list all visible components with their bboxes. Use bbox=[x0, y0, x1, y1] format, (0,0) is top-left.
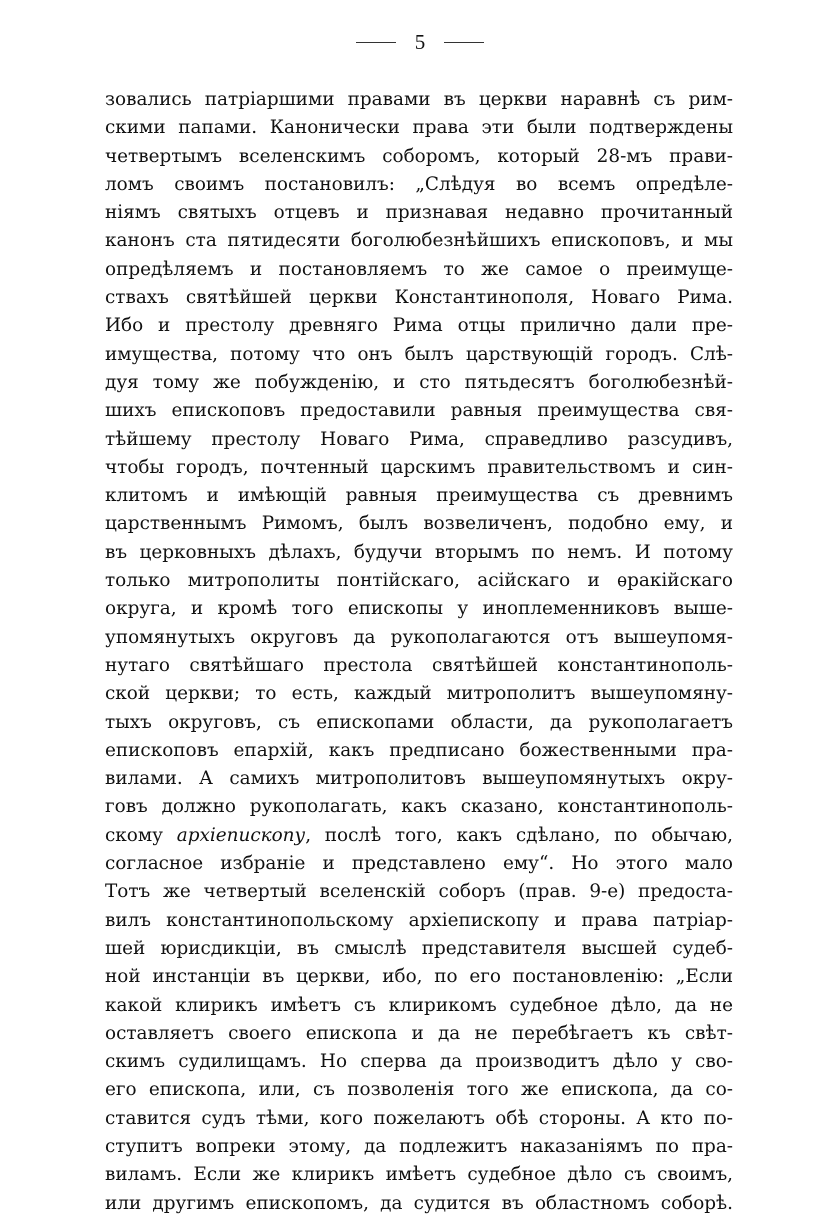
text-line: шихъ епископовъ предоставили равныя преимущества свя- bbox=[105, 400, 733, 422]
header-rule-left bbox=[356, 42, 396, 43]
italic-term: архіепископу bbox=[176, 824, 306, 846]
text-line: епископовъ епархій, какъ предписано божественными пра- bbox=[105, 739, 733, 761]
text-line: въ церковныхъ дѣлахъ, будучи вторымъ по немъ. И потому bbox=[105, 541, 733, 563]
text-line: нутаго святѣйшаго престола святѣйшей константинополь- bbox=[105, 654, 733, 676]
text-line: ской церкви; то есть, каждый митрополитъ вышеупомяну- bbox=[105, 683, 733, 705]
text-line: ступитъ вопреки этому, да подлежитъ наказаніямъ по пра- bbox=[105, 1135, 733, 1157]
text-line: чтобы городъ, почтенный царскимъ правительствомъ и син- bbox=[105, 456, 733, 478]
text-line: канонъ ста пятидесяти боголюбезнѣйшихъ епископовъ, и мы bbox=[105, 230, 733, 252]
text-segment: скому bbox=[105, 824, 177, 846]
text-line: четвертымъ вселенскимъ соборомъ, который 28-мъ прави- bbox=[105, 145, 733, 167]
text-segment: , послѣ того, какъ сдѣлано, по обычаю, bbox=[305, 824, 734, 846]
text-line: какой клирикъ имѣетъ съ клирикомъ судебное дѣло, да не bbox=[105, 994, 733, 1016]
text-line: имущества, потому что онъ былъ царствующій городъ. Слѣ- bbox=[105, 343, 733, 365]
text-line: ной инстанціи въ церкви, ибо, по его постановленію: „Если bbox=[105, 966, 733, 988]
text-line: вилами. А самихъ митрополитовъ вышеупомянутыхъ окру- bbox=[105, 768, 733, 790]
body-text bbox=[105, 86, 733, 1218]
page-number: 5 bbox=[414, 30, 426, 54]
page-header bbox=[0, 30, 840, 55]
text-line: опредѣляемъ и постановляемъ то же самое о преимуще- bbox=[105, 258, 733, 280]
text-line: клитомъ и имѣющій равныя преимущества съ древнимъ bbox=[105, 485, 733, 507]
text-line: округа, и кромѣ того епископы у иноплеменниковъ выше- bbox=[105, 598, 733, 620]
text-line: царственнымъ Римомъ, былъ возвеличенъ, подобно ему, и bbox=[105, 513, 733, 535]
text-line-with-italic bbox=[105, 822, 733, 850]
text-line: упомянутыхъ округовъ да рукополагаются отъ вышеупомя- bbox=[105, 626, 733, 648]
text-line: ствахъ святѣйшей церкви Константинополя, Новаго Рима. bbox=[105, 287, 733, 309]
text-line: Ибо и престолу древняго Рима отцы прилично дали пре- bbox=[105, 315, 733, 337]
text-line: согласное избраніе и представлено ему“. Но этого мало bbox=[105, 853, 733, 875]
text-line: только митрополиты понтійскаго, асійскаго и ѳракійскаго bbox=[105, 570, 733, 592]
text-line: или другимъ епископомъ, да судится въ областномъ соборѣ. bbox=[105, 1192, 733, 1214]
text-line: ломъ своимъ постановилъ: „Слѣдуя во всемъ опредѣле- bbox=[105, 173, 733, 195]
text-line: говъ должно рукополагать, какъ сказано, константинополь- bbox=[105, 796, 733, 818]
text-line: его епископа, или, съ позволенія того же епископа, да со- bbox=[105, 1079, 733, 1101]
text-line: виламъ. Если же клирикъ имѣетъ судебное дѣло съ своимъ, bbox=[105, 1164, 733, 1186]
text-line: Тотъ же четвертый вселенскій соборъ (прав. 9-е) предоста- bbox=[105, 881, 733, 903]
text-line: ніямъ святыхъ отцевъ и признавая недавно прочитанный bbox=[105, 202, 733, 224]
text-line: оставляетъ своего епископа и да не перебѣгаетъ къ свѣт- bbox=[105, 1022, 733, 1044]
text-line: зовались патріаршими правами въ церкви наравнѣ съ рим- bbox=[105, 89, 733, 110]
text-line: ставится судъ тѣми, кого пожелаютъ обѣ стороны. А кто по- bbox=[105, 1107, 733, 1129]
text-line: скимъ судилищамъ. Но сперва да производитъ дѣло у сво- bbox=[105, 1051, 733, 1073]
text-line: вилъ константинопольскому архіепископу и права патріар- bbox=[105, 909, 733, 931]
text-line: тѣйшему престолу Новаго Рима, справедливо разсудивъ, bbox=[105, 428, 733, 450]
text-line: шей юрисдикціи, въ смыслѣ представителя высшей судеб- bbox=[105, 937, 733, 959]
text-line: тыхъ округовъ, съ епископами области, да рукополагаетъ bbox=[105, 711, 733, 733]
text-line: дуя тому же побужденію, и сто пятьдесятъ боголюбезнѣй- bbox=[105, 371, 733, 393]
text-line: скими папами. Канонически права эти были подтверждены bbox=[105, 117, 733, 139]
header-rule-right bbox=[444, 42, 484, 43]
